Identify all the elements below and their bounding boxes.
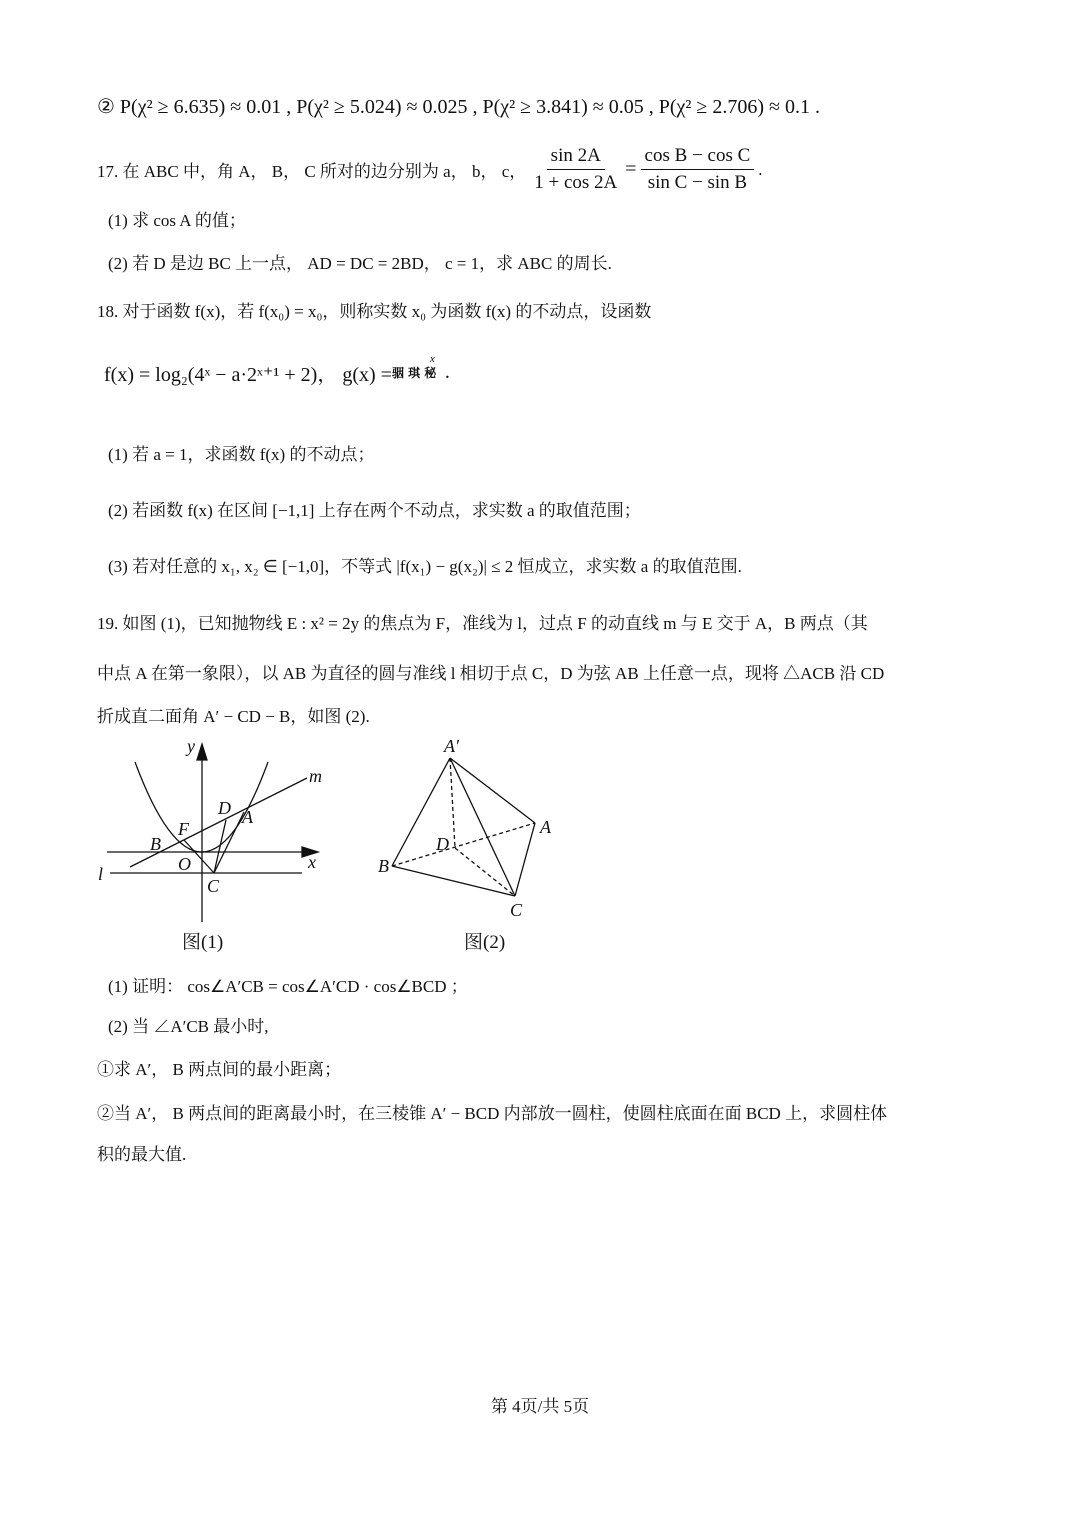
q19-line2: 中点 A 在第一象限），以 AB 为直径的圆与准线 l 相切于点 C，D 为弦 AB 上任意一点，现将 △ACB 沿 CD — [97, 664, 885, 683]
segment-DC — [214, 820, 226, 873]
page-footer: 第 4页/共 5页 — [490, 1397, 590, 1416]
q17-fraction-left — [530, 145, 621, 194]
label-F: F — [178, 819, 189, 839]
q17-stem-text: 17. 在 ABC 中，角 A， B， C 所对的边分别为 a， b， c， — [97, 162, 527, 181]
label-B: B — [378, 856, 389, 876]
q19-line3: 折成直二面角 A′ − CD − B，如图 (2). — [97, 707, 370, 726]
q18-stem: 18. 对于函数 f(x)，若 f(x₀) = x₀，则称实数 x₀ 为函数 f(x) 的不动点，设函数 — [97, 302, 652, 321]
fraction-numerator: sin 2A — [547, 145, 605, 170]
q19-figures — [90, 730, 570, 960]
label-y: y — [187, 736, 195, 756]
q18-def-g-garbled: 骃 琪 秘 — [391, 365, 437, 380]
label-O: O — [178, 854, 191, 874]
q18-def-f: f(x) = log₂(4ˣ − a·2ˣ⁺¹ + 2)， g(x) = — [104, 364, 392, 386]
q19-line1: 19. 如图 (1)，已知抛物线 E : x² = 2y 的焦点为 F，准线为 l，过点 F 的动直线 m 与 E 交于 A，B 两点（其 — [97, 614, 868, 633]
q17-part2: (2) 若 D 是边 BC 上一点， AD = DC = 2BD， c = 1，求 ABC 的周长. — [108, 254, 612, 273]
figure-2-caption: 图(2) — [464, 932, 506, 953]
q17-part1: (1) 求 cos A 的值； — [108, 211, 246, 230]
q18-part3: (3) 若对任意的 x₁, x₂ ∈ [−1,0]，不等式 |f(x₁) − g(x₂)| ≤ 2 恒成立，求实数 a 的取值范围. — [108, 557, 742, 576]
fraction-denominator: 1 + cos 2A — [534, 172, 618, 193]
label-D: D — [436, 834, 449, 854]
q18-def-g-exponent: x — [429, 352, 435, 365]
label-D: D — [218, 798, 231, 818]
label-C: C — [207, 876, 220, 896]
q19-part2b-line2: 积的最大值. — [97, 1145, 187, 1164]
q18-definition: f(x) = log₂(4ˣ − a·2ˣ⁺¹ + 2)， g(x) = 骃 琪 秘 $^x$ . — [104, 352, 450, 386]
label-A: A — [242, 807, 253, 827]
fraction-numerator: cos B − cos C — [641, 145, 755, 170]
label-B: B — [150, 834, 161, 854]
q19-part2a: ①求 A′， B 两点间的最小距离； — [97, 1060, 342, 1079]
label-m: m — [309, 766, 322, 786]
figure-1-caption: 图(1) — [182, 932, 224, 953]
q18-part2: (2) 若函数 f(x) 在区间 [−1,1] 上存在两个不动点，求实数 a 的取值范围； — [108, 501, 641, 520]
q19-part2b-line1: ②当 A′， B 两点间的距离最小时，在三棱锥 A′ − BCD 内部放一圆柱，使圆柱底面在面 BCD 上，求圆柱体 — [97, 1104, 888, 1123]
q17-stem: 17. 在 ABC 中，角 A， B， C 所对的边分别为 a， b， c， $\frac{\sin 2A}{1 + \cos 2A}$ = $\frac{\text{cos B − cos C}}{\text{sin C − sin B}}$ . — [97, 145, 763, 193]
q19-part1: (1) 证明： cos∠A′CB = cos∠A′CD · cos∠BCD ； — [108, 977, 468, 996]
q17-fraction-right — [641, 145, 755, 194]
label-C: C — [510, 900, 523, 920]
q19-part2: (2) 当 ∠A′CB 最小时, — [108, 1017, 269, 1036]
label-l: l — [98, 864, 104, 884]
segment-AC — [214, 812, 244, 873]
label-A-prime: A′ — [444, 736, 459, 756]
y-axis-arrow — [197, 744, 207, 760]
label-A: A — [540, 817, 551, 837]
fraction-denominator: sin C − sin B — [647, 172, 748, 193]
label-x: x — [308, 852, 316, 872]
chi-square-reference: ② P(χ² ≥ 6.635) ≈ 0.01 , P(χ² ≥ 5.024) ≈ 0.025 , P(χ² ≥ 3.841) ≈ 0.05 , P(χ² ≥ 2.706) ≈ 0.1 . — [97, 96, 821, 118]
q18-part1: (1) 若 a = 1，求函数 f(x) 的不动点； — [108, 445, 375, 464]
figure-2-tetrahedron — [392, 758, 535, 896]
